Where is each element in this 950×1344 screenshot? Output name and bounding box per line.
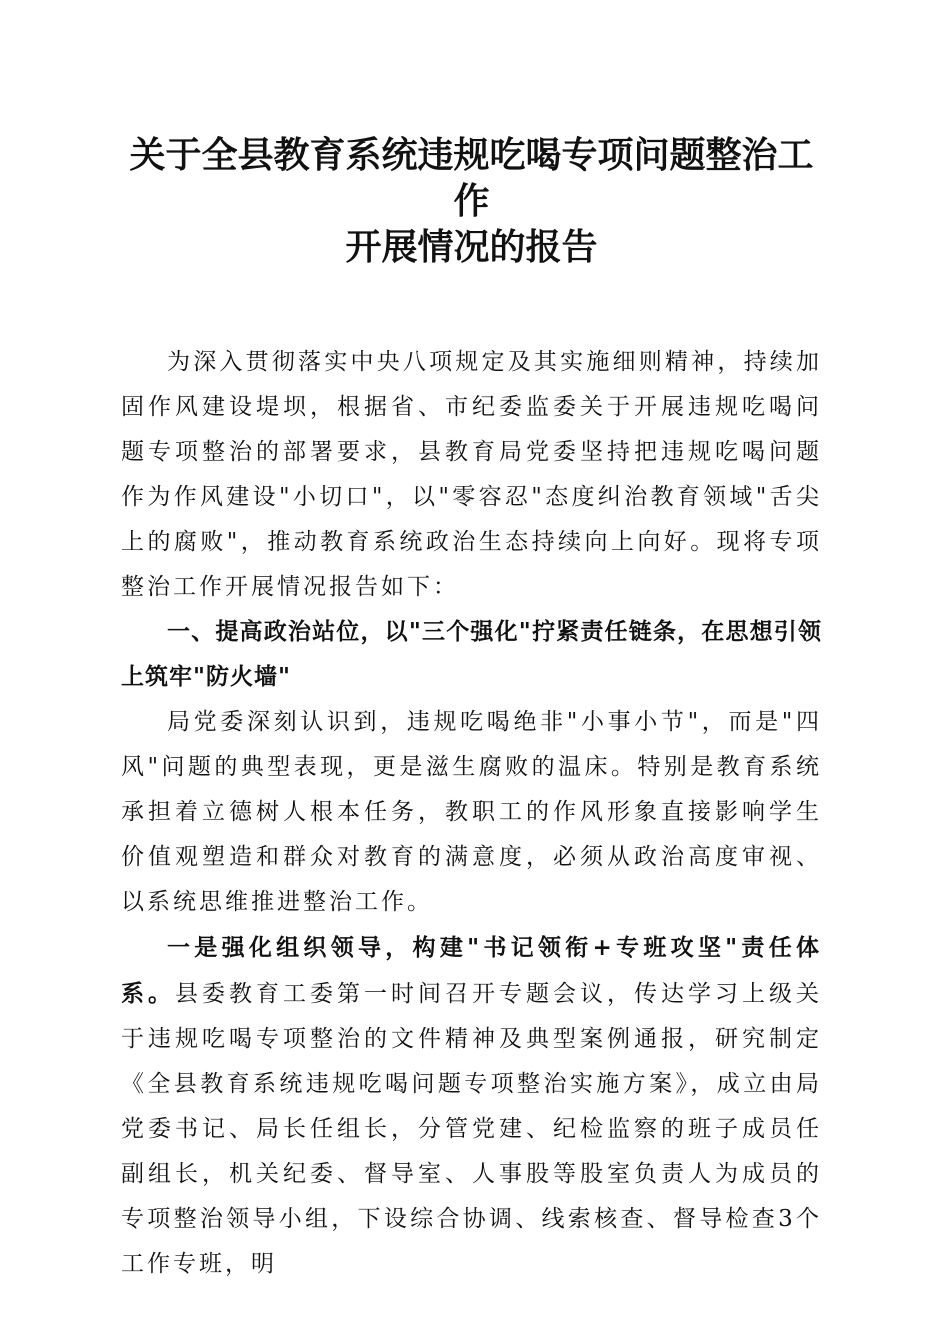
point-1-text: 县委教育工委第一时间召开专题会议，传达学习上级关于违规吃喝专项整治的文件精神及典型案例通报，研究制定《全县教育系统违规吃喝问题专项整治实施方案》，成立由局党委书记、局长任组长，分管党建、纪检监察的班子成员任副组长，机关纪委、督导室、人事股等股室负责人为成员的专项整治领导小组，下设综合协调、线索核查、督导检查3个工作专班，明 [121, 981, 822, 1277]
section-1-paragraph: 局党委深刻认识到，违规吃喝绝非"小事小节"，而是"四风"问题的典型表现，更是滋生腐败的温床。特别是教育系统承担着立德树人根本任务，教职工的作风形象直接影响学生价值观塑造和群众对教育的满意度，必须从政治高度审视、以系统思维推进整治工作。 [121, 709, 822, 915]
title-line-2: 开展情况的报告 [345, 226, 598, 268]
document-title [121, 132, 822, 270]
intro-paragraph: 为深入贯彻落实中央八项规定及其实施细则精神，持续加固作风建设堤坝，根据省、市纪委监委关于开展违规吃喝问题专项整治的部署要求，县教育局党委坚持把违规吃喝问题作为作风建设"小切口"，以"零容忍"态度纠治教育领域"舌尖上的腐败"，推动教育系统政治生态持续向上向好。现将专项整治工作开展情况报告如下： [121, 349, 822, 600]
section-1-heading: 一、提高政治站位，以"三个强化"拧紧责任链条，在思想引领上筑牢"防火墙" [121, 619, 822, 690]
point-1-paragraph [121, 925, 822, 1287]
point-1-lead: 一是强化组织领导，构建"书记领衔+专班攻坚"责任体系。 [121, 934, 822, 1007]
document-body [121, 340, 822, 1287]
title-line-1: 关于全县教育系统违规吃喝专项问题整治工作 [129, 134, 814, 222]
